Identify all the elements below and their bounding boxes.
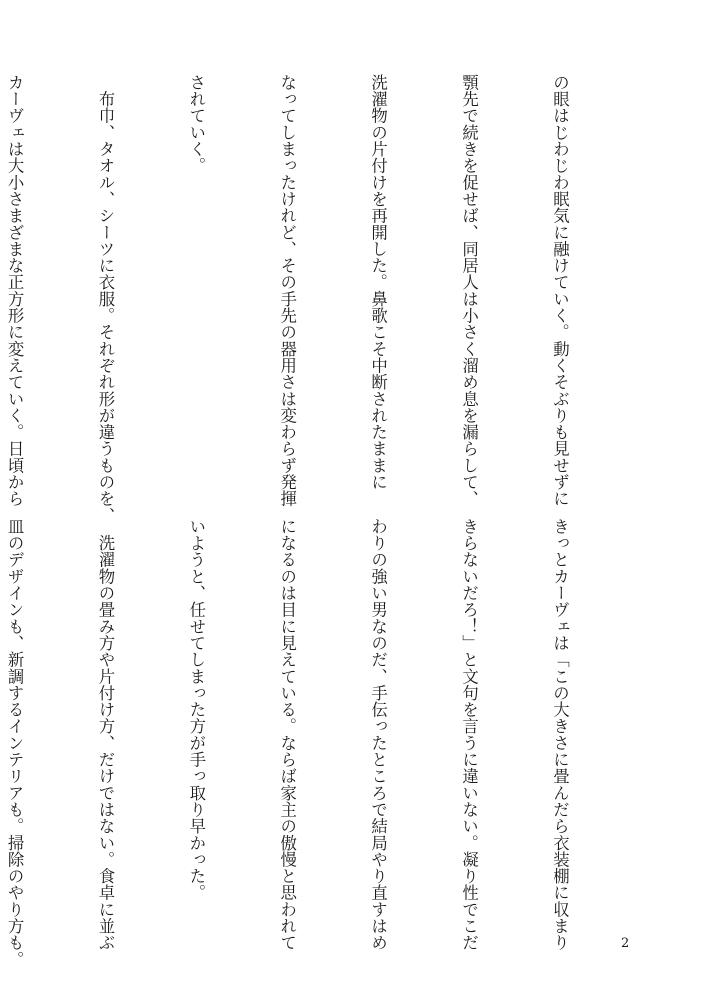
text-line: 洗濯物の片付けを再開した。鼻歌こそ中断されたままに [368,74,388,491]
text-line: なってしまったけれど、その手先の器用さは変わらず発揮 [277,74,297,507]
text-line: きっとカーヴェは「この大きさに畳んだら衣装棚に収まり [550,518,570,951]
text-line: 皿のデザインも、新調するインテリアも。掃除のやり方も。 [5,518,25,968]
text-line: 布巾、タオル、シーツに衣服。それぞれ形が違うものを、 [95,74,115,524]
text-line: されていく。 [186,74,206,174]
text-line: きらないだろ！」と文句を言うに違いない。凝り性でこだ [459,518,479,951]
text-line: いようと、任せてしまった方が手っ取り早かった。 [186,518,206,901]
text-line: になるのは目に見えている。ならば家主の傲慢と思われて [277,518,297,951]
page-number: 2 [621,936,630,951]
text-line: 顎先で続きを促せば、同居人は小さく溜め息を漏らして、 [459,74,479,507]
text-line: の眼はじわじわ眠気に融けていく。動くそぶりも見せずに [550,74,570,507]
text-line: カーヴェは大小さまざまな正方形に変えていく。日頃から [5,74,25,507]
text-line: わりの強い男なのだ、手伝ったところで結局やり直すはめ [368,518,388,951]
text-block-bottom [0,518,635,968]
text-line: 洗濯物の畳み方や片付け方、だけではない。食卓に並ぶ [95,518,115,951]
text-block-top [0,74,635,524]
